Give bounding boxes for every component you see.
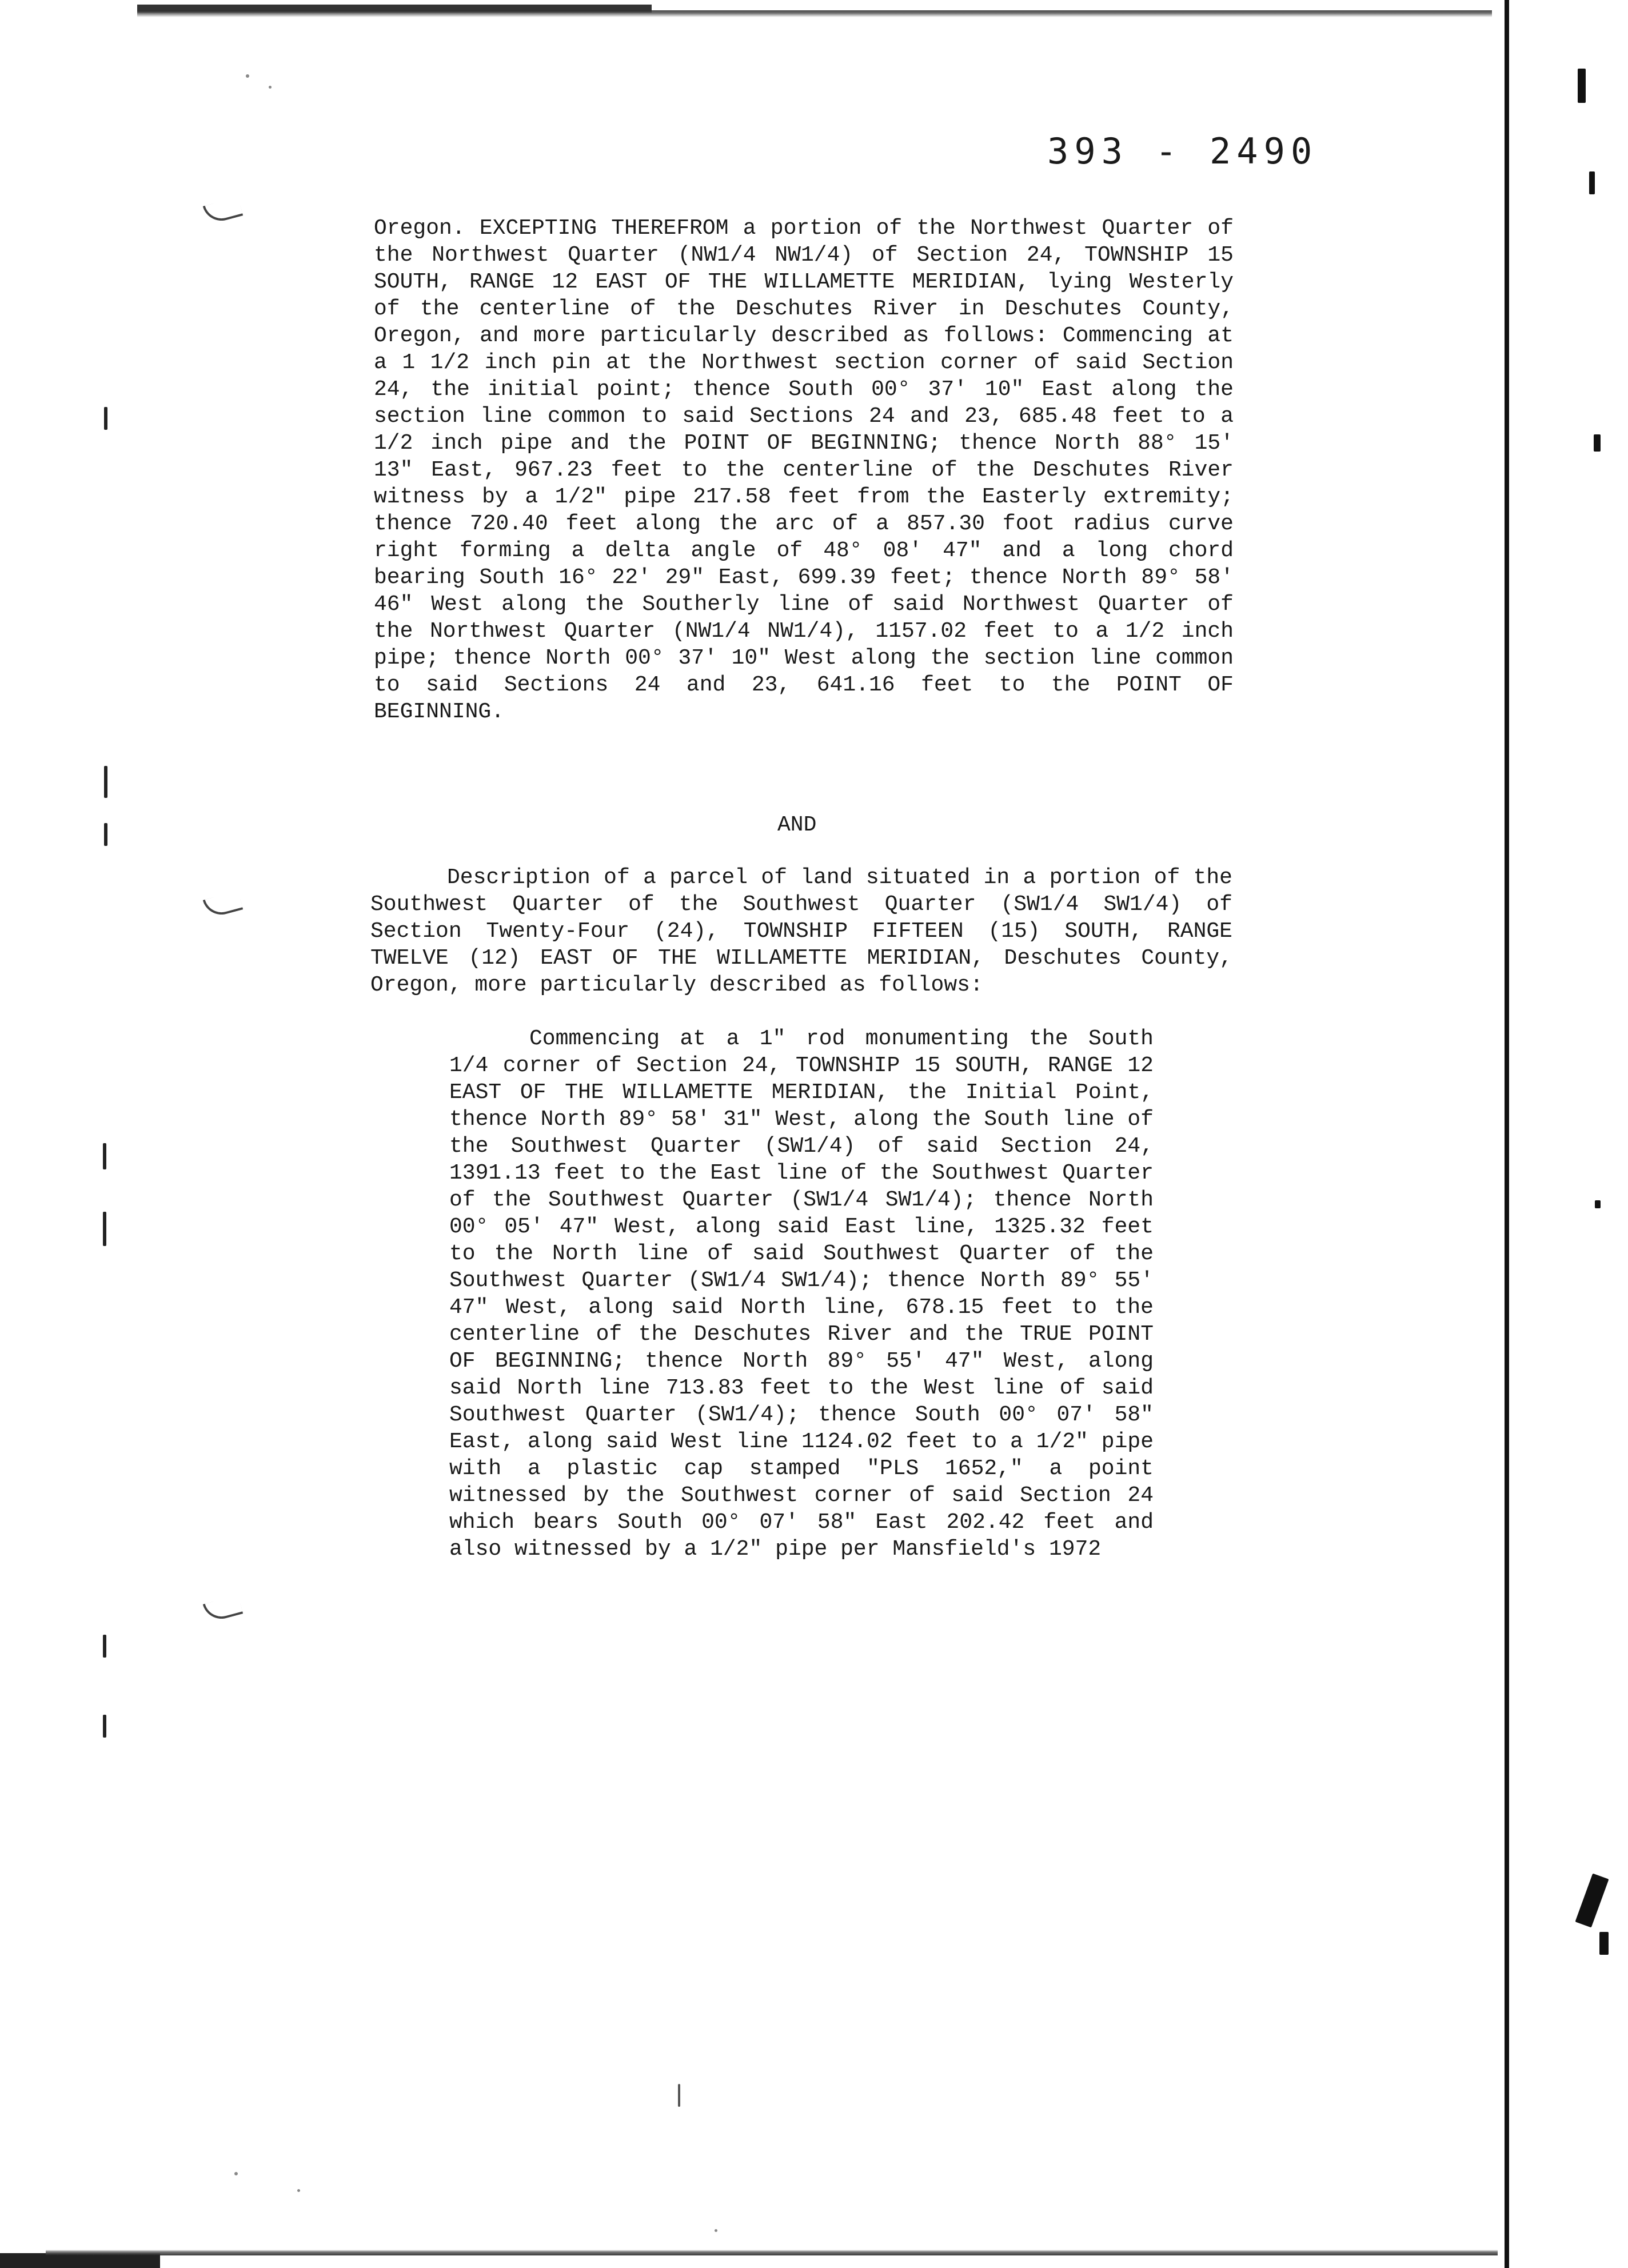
binding-hole-mark (203, 1595, 244, 1623)
margin-mark (104, 407, 107, 430)
binding-hole-mark (203, 891, 244, 919)
paragraph-text: Description of a parcel of land situated in a portion of the Southwest Quarter of the Southwest Quarter (SW1/4 SW1/4) of Section Twenty-Four (24), TOWNSHIP FIFTEEN (15) SOUTH, RANGE TWELVE (12) EAST OF THE WILLAMETTE MERIDIAN, Deschutes County, Oregon, more particularly described as follows: (370, 865, 1232, 997)
scan-edge-right (1505, 0, 1509, 2268)
margin-mark (104, 766, 107, 798)
margin-mark (678, 2084, 680, 2107)
margin-mark (103, 1212, 106, 1246)
page-number: 393 - 2490 (1047, 130, 1318, 172)
legal-description-paragraph (374, 215, 1234, 725)
paragraph-text: Commencing at a 1" rod monumenting the South 1/4 corner of Section 24, TOWNSHIP 15 SOUTH, RANGE 12 EAST OF THE WILLAMETTE MERIDIAN, the Initial Point, thence North 89° 58' 31" West, along the South line of the Southwest Quarter (SW1/4) of said Section 24, 1391.13 feet to the East line of the Southwest Quarter of the Southwest Quarter (SW1/4 SW1/4); thence North 00° 05' 47" West, along said East line, 1325.32 feet to the North line of said Southwest Quarter of the Southwest Quarter (SW1/4 SW1/4); thence North 89° 55' 47" West, along said North line, 678.15 feet to the centerline of the Deschutes River and the TRUE POINT OF BEGINNING; thence North 89° 55' 47" West, along said North line 713.83 feet to the West line of said Southwest Quarter (SW1/4); thence South 00° 07' 58" East, along said West line 1124.02 feet to a 1/2" pipe with a plastic cap stamped "PLS 1652," a point witnessed by the Southwest corner of said Section 24 which bears South 00° 07' 58" East 202.42 feet and also witnessed by a 1/2" pipe per Mansfield's 1972 (449, 1027, 1154, 1562)
separator-heading: AND (777, 813, 817, 837)
margin-mark (104, 823, 107, 846)
scan-edge-bottom (46, 2250, 1498, 2255)
commencing-description-paragraph (449, 1025, 1154, 1563)
margin-mark (103, 1143, 106, 1169)
binding-hole-mark (203, 197, 244, 225)
scan-edge-top (137, 10, 1492, 17)
paragraph-text: Oregon. EXCEPTING THEREFROM a portion of the Northwest Quarter of the Northwest Quarter (NW1/4 NW1/4) of Section 24, TOWNSHIP 15 SOUTH, RANGE 12 EAST OF THE WILLAMETTE MERIDIAN, lying Westerly of the centerline of the Deschutes River in Deschutes County, Oregon, and more particularly described as follows: Commencing at a 1 1/2 inch pin at the Northwest section corner of said Section 24, the initial point; thence South 00° 37' 10" East along the section line common to said Sections 24 and 23, 685.48 feet to a 1/2 inch pipe and the POINT OF BEGINNING; thence North 88° 15' 13" East, 967.23 feet to the centerline of the Deschutes River witness by a 1/2" pipe 217.58 feet from the Easterly extremity; thence 720.40 feet along the arc of a 857.30 foot radius curve right forming a delta angle of 48° 08' 47" and a long chord bearing South 16° 22' 29" East, 699.39 feet; thence North 89° 58' 46" West along the Southerly line of said Northwest Quarter of the Northwest Quarter (NW1/4 NW1/4), 1157.02 feet to a 1/2 inch pipe; thence North 00° 37' 10" West along the section line common to said Sections 24 and 23, 641.16 feet to the POINT OF BEGINNING. (374, 216, 1234, 724)
parcel-description-paragraph (370, 864, 1232, 999)
margin-mark (103, 1715, 106, 1738)
margin-mark (103, 1635, 106, 1658)
right-margin-artifacts (1566, 0, 1628, 2268)
